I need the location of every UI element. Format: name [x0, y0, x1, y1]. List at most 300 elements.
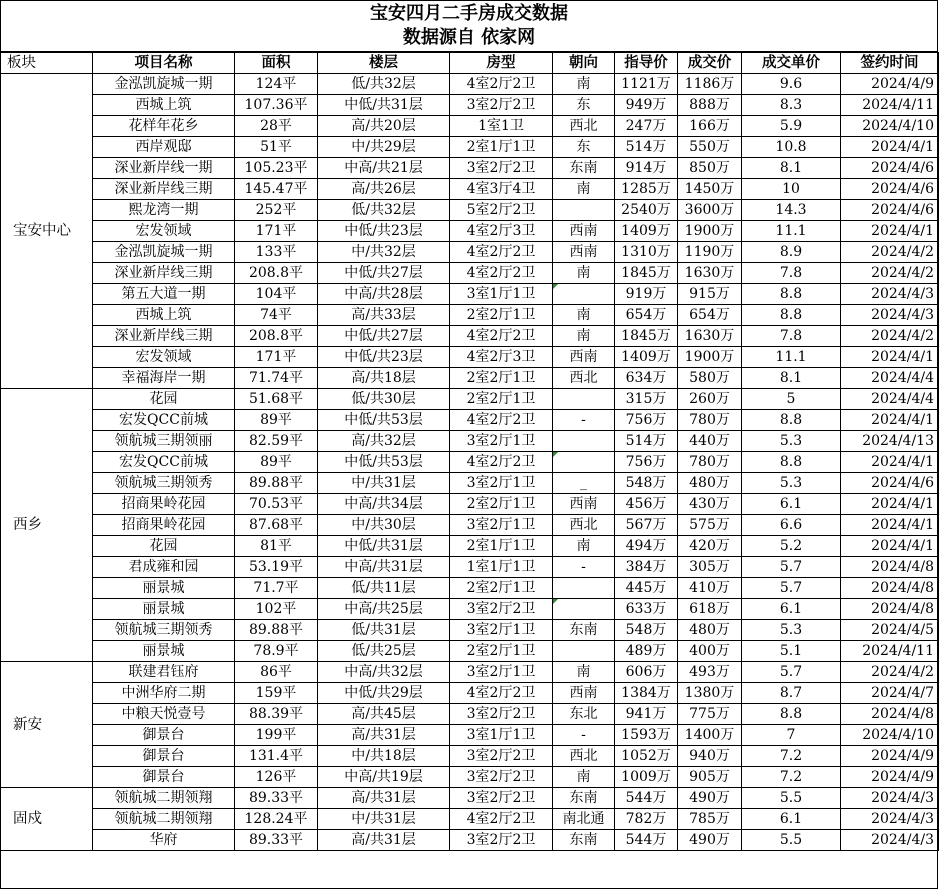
- orientation-cell[interactable]: 西南: [553, 683, 615, 704]
- sign-date-cell[interactable]: 2024/4/4: [841, 389, 939, 410]
- sign-date-cell[interactable]: 2024/4/11: [841, 95, 939, 116]
- layout-cell[interactable]: 3室2厅2卫: [450, 830, 553, 851]
- area-cell[interactable]: 89.33平: [235, 788, 318, 809]
- project-name-cell[interactable]: 领航城二期领翔: [93, 809, 235, 830]
- floor-cell[interactable]: 中高/共25层: [318, 599, 450, 620]
- project-name-cell[interactable]: 深业新岸线三期: [93, 179, 235, 200]
- unit-price-cell[interactable]: 8.1: [742, 158, 841, 179]
- guide-price-cell[interactable]: 514万: [615, 137, 678, 158]
- deal-price-cell[interactable]: 1190万: [678, 242, 742, 263]
- deal-price-cell[interactable]: 490万: [678, 788, 742, 809]
- floor-cell[interactable]: 中/共31层: [318, 473, 450, 494]
- unit-price-cell[interactable]: 8.8: [742, 452, 841, 473]
- sign-date-cell[interactable]: 2024/4/1: [841, 515, 939, 536]
- table-row[interactable]: [1, 368, 939, 389]
- table-row[interactable]: [1, 683, 939, 704]
- floor-cell[interactable]: 中/共31层: [318, 809, 450, 830]
- area-cell[interactable]: 82.59平: [235, 431, 318, 452]
- layout-cell[interactable]: 3室1厅1卫: [450, 725, 553, 746]
- orientation-cell[interactable]: 西北: [553, 515, 615, 536]
- area-cell[interactable]: 78.9平: [235, 641, 318, 662]
- table-row[interactable]: [1, 284, 939, 305]
- table-row[interactable]: [1, 95, 939, 116]
- area-cell[interactable]: 89.33平: [235, 830, 318, 851]
- sign-date-cell[interactable]: 2024/4/6: [841, 179, 939, 200]
- guide-price-cell[interactable]: 1845万: [615, 326, 678, 347]
- guide-price-cell[interactable]: 1310万: [615, 242, 678, 263]
- unit-price-cell[interactable]: 5.7: [742, 662, 841, 683]
- layout-cell[interactable]: 2室2厅1卫: [450, 389, 553, 410]
- orientation-cell[interactable]: 东: [553, 95, 615, 116]
- floor-cell[interactable]: 中/共29层: [318, 137, 450, 158]
- header-unit-price[interactable]: 成交单价: [742, 53, 841, 74]
- project-name-cell[interactable]: 金泓凯旋城一期: [93, 242, 235, 263]
- floor-cell[interactable]: 中低/共53层: [318, 452, 450, 473]
- table-row[interactable]: [1, 515, 939, 536]
- table-row[interactable]: [1, 347, 939, 368]
- guide-price-cell[interactable]: 756万: [615, 410, 678, 431]
- area-cell[interactable]: 105.23平: [235, 158, 318, 179]
- floor-cell[interactable]: 高/共26层: [318, 179, 450, 200]
- floor-cell[interactable]: 低/共11层: [318, 578, 450, 599]
- deal-price-cell[interactable]: 410万: [678, 578, 742, 599]
- layout-cell[interactable]: 4室2厅2卫: [450, 326, 553, 347]
- sign-date-cell[interactable]: 2024/4/11: [841, 641, 939, 662]
- unit-price-cell[interactable]: 5.3: [742, 473, 841, 494]
- area-cell[interactable]: 81平: [235, 536, 318, 557]
- district-cell[interactable]: 固戍: [1, 788, 93, 851]
- guide-price-cell[interactable]: 494万: [615, 536, 678, 557]
- floor-cell[interactable]: 中高/共21层: [318, 158, 450, 179]
- district-cell[interactable]: 宝安中心: [1, 74, 93, 389]
- header-layout[interactable]: 房型: [450, 53, 553, 74]
- deal-price-cell[interactable]: 654万: [678, 305, 742, 326]
- area-cell[interactable]: 89.88平: [235, 620, 318, 641]
- layout-cell[interactable]: 2室2厅1卫: [450, 494, 553, 515]
- area-cell[interactable]: 159平: [235, 683, 318, 704]
- floor-cell[interactable]: 中/共18层: [318, 746, 450, 767]
- sign-date-cell[interactable]: 2024/4/3: [841, 284, 939, 305]
- unit-price-cell[interactable]: 11.1: [742, 347, 841, 368]
- project-name-cell[interactable]: 花样年花乡: [93, 116, 235, 137]
- deal-price-cell[interactable]: 780万: [678, 452, 742, 473]
- orientation-cell[interactable]: [553, 599, 615, 620]
- table-row[interactable]: [1, 452, 939, 473]
- floor-cell[interactable]: 高/共18层: [318, 368, 450, 389]
- layout-cell[interactable]: 3室2厅1卫: [450, 473, 553, 494]
- table-row[interactable]: [1, 704, 939, 725]
- area-cell[interactable]: 87.68平: [235, 515, 318, 536]
- unit-price-cell[interactable]: 5.1: [742, 641, 841, 662]
- table-row[interactable]: [1, 74, 939, 95]
- deal-price-cell[interactable]: 1380万: [678, 683, 742, 704]
- table-row[interactable]: [1, 431, 939, 452]
- sign-date-cell[interactable]: 2024/4/4: [841, 368, 939, 389]
- unit-price-cell[interactable]: 6.1: [742, 599, 841, 620]
- table-row[interactable]: [1, 158, 939, 179]
- unit-price-cell[interactable]: 8.9: [742, 242, 841, 263]
- header-orientation[interactable]: 朝向: [553, 53, 615, 74]
- unit-price-cell[interactable]: 5: [742, 389, 841, 410]
- unit-price-cell[interactable]: 8.8: [742, 410, 841, 431]
- area-cell[interactable]: 89平: [235, 410, 318, 431]
- orientation-cell[interactable]: [553, 389, 615, 410]
- sign-date-cell[interactable]: 2024/4/8: [841, 557, 939, 578]
- deal-price-cell[interactable]: 550万: [678, 137, 742, 158]
- layout-cell[interactable]: 3室2厅2卫: [450, 704, 553, 725]
- project-name-cell[interactable]: 御景台: [93, 746, 235, 767]
- deal-price-cell[interactable]: 430万: [678, 494, 742, 515]
- layout-cell[interactable]: 3室2厅2卫: [450, 158, 553, 179]
- table-row[interactable]: [1, 788, 939, 809]
- deal-price-cell[interactable]: 1900万: [678, 347, 742, 368]
- layout-cell[interactable]: 3室1厅1卫: [450, 284, 553, 305]
- floor-cell[interactable]: 中低/共53层: [318, 410, 450, 431]
- sign-date-cell[interactable]: 2024/4/9: [841, 767, 939, 788]
- table-row[interactable]: [1, 326, 939, 347]
- header-guide-price[interactable]: 指导价: [615, 53, 678, 74]
- layout-cell[interactable]: 3室2厅1卫: [450, 620, 553, 641]
- layout-cell[interactable]: 2室2厅1卫: [450, 641, 553, 662]
- deal-price-cell[interactable]: 166万: [678, 116, 742, 137]
- project-name-cell[interactable]: 宏发领域: [93, 347, 235, 368]
- unit-price-cell[interactable]: 7: [742, 725, 841, 746]
- project-name-cell[interactable]: 招商果岭花园: [93, 494, 235, 515]
- unit-price-cell[interactable]: 9.6: [742, 74, 841, 95]
- guide-price-cell[interactable]: 1052万: [615, 746, 678, 767]
- project-name-cell[interactable]: 深业新岸线三期: [93, 326, 235, 347]
- project-name-cell[interactable]: 花园: [93, 389, 235, 410]
- area-cell[interactable]: 86平: [235, 662, 318, 683]
- floor-cell[interactable]: 中低/共23层: [318, 347, 450, 368]
- sign-date-cell[interactable]: 2024/4/5: [841, 620, 939, 641]
- deal-price-cell[interactable]: 785万: [678, 809, 742, 830]
- project-name-cell[interactable]: 御景台: [93, 725, 235, 746]
- sign-date-cell[interactable]: 2024/4/2: [841, 662, 939, 683]
- floor-cell[interactable]: 低/共30层: [318, 389, 450, 410]
- orientation-cell[interactable]: [553, 641, 615, 662]
- orientation-cell[interactable]: -: [553, 725, 615, 746]
- floor-cell[interactable]: 中低/共27层: [318, 263, 450, 284]
- unit-price-cell[interactable]: 5.5: [742, 788, 841, 809]
- deal-price-cell[interactable]: 888万: [678, 95, 742, 116]
- orientation-cell[interactable]: [553, 431, 615, 452]
- guide-price-cell[interactable]: 2540万: [615, 200, 678, 221]
- project-name-cell[interactable]: 深业新岸线三期: [93, 263, 235, 284]
- orientation-cell[interactable]: 东北: [553, 704, 615, 725]
- sign-date-cell[interactable]: 2024/4/6: [841, 200, 939, 221]
- floor-cell[interactable]: 中高/共32层: [318, 662, 450, 683]
- layout-cell[interactable]: 4室2厅2卫: [450, 809, 553, 830]
- project-name-cell[interactable]: 金泓凯旋城一期: [93, 74, 235, 95]
- sign-date-cell[interactable]: 2024/4/3: [841, 305, 939, 326]
- floor-cell[interactable]: 高/共31层: [318, 830, 450, 851]
- table-row[interactable]: [1, 410, 939, 431]
- deal-price-cell[interactable]: 580万: [678, 368, 742, 389]
- sign-date-cell[interactable]: 2024/4/1: [841, 410, 939, 431]
- unit-price-cell[interactable]: 7.2: [742, 767, 841, 788]
- area-cell[interactable]: 208.8平: [235, 326, 318, 347]
- table-row[interactable]: [1, 116, 939, 137]
- district-cell[interactable]: 西乡: [1, 389, 93, 662]
- area-cell[interactable]: 131.4平: [235, 746, 318, 767]
- table-row[interactable]: [1, 389, 939, 410]
- guide-price-cell[interactable]: 633万: [615, 599, 678, 620]
- area-cell[interactable]: 74平: [235, 305, 318, 326]
- unit-price-cell[interactable]: 14.3: [742, 200, 841, 221]
- orientation-cell[interactable]: [553, 284, 615, 305]
- layout-cell[interactable]: 2室1厅1卫: [450, 137, 553, 158]
- deal-price-cell[interactable]: 850万: [678, 158, 742, 179]
- guide-price-cell[interactable]: 1409万: [615, 347, 678, 368]
- header-district[interactable]: 板块: [1, 53, 93, 74]
- deal-price-cell[interactable]: 780万: [678, 410, 742, 431]
- area-cell[interactable]: 171平: [235, 221, 318, 242]
- floor-cell[interactable]: 中高/共31层: [318, 557, 450, 578]
- project-name-cell[interactable]: 联建君钰府: [93, 662, 235, 683]
- layout-cell[interactable]: 2室2厅1卫: [450, 305, 553, 326]
- table-row[interactable]: [1, 263, 939, 284]
- sign-date-cell[interactable]: 2024/4/10: [841, 725, 939, 746]
- header-sign-date[interactable]: 签约时间: [841, 53, 939, 74]
- unit-price-cell[interactable]: 6.1: [742, 494, 841, 515]
- orientation-cell[interactable]: 东南: [553, 788, 615, 809]
- table-row[interactable]: [1, 620, 939, 641]
- layout-cell[interactable]: 3室2厅1卫: [450, 662, 553, 683]
- sign-date-cell[interactable]: 2024/4/13: [841, 431, 939, 452]
- area-cell[interactable]: 104平: [235, 284, 318, 305]
- unit-price-cell[interactable]: 8.1: [742, 368, 841, 389]
- floor-cell[interactable]: 高/共31层: [318, 725, 450, 746]
- table-row[interactable]: [1, 767, 939, 788]
- orientation-cell[interactable]: [553, 578, 615, 599]
- deal-price-cell[interactable]: 618万: [678, 599, 742, 620]
- sign-date-cell[interactable]: 2024/4/10: [841, 116, 939, 137]
- orientation-cell[interactable]: 西南: [553, 347, 615, 368]
- deal-price-cell[interactable]: 480万: [678, 473, 742, 494]
- project-name-cell[interactable]: 华府: [93, 830, 235, 851]
- unit-price-cell[interactable]: 6.6: [742, 515, 841, 536]
- project-name-cell[interactable]: 幸福海岸一期: [93, 368, 235, 389]
- header-floor[interactable]: 楼层: [318, 53, 450, 74]
- floor-cell[interactable]: 低/共25层: [318, 641, 450, 662]
- floor-cell[interactable]: 低/共32层: [318, 74, 450, 95]
- project-name-cell[interactable]: 中洲华府二期: [93, 683, 235, 704]
- sign-date-cell[interactable]: 2024/4/1: [841, 536, 939, 557]
- sign-date-cell[interactable]: 2024/4/6: [841, 158, 939, 179]
- guide-price-cell[interactable]: 654万: [615, 305, 678, 326]
- orientation-cell[interactable]: 南: [553, 74, 615, 95]
- area-cell[interactable]: 133平: [235, 242, 318, 263]
- floor-cell[interactable]: 中高/共28层: [318, 284, 450, 305]
- header-project[interactable]: 项目名称: [93, 53, 235, 74]
- unit-price-cell[interactable]: 5.7: [742, 578, 841, 599]
- orientation-cell[interactable]: 南: [553, 305, 615, 326]
- orientation-cell[interactable]: -: [553, 557, 615, 578]
- layout-cell[interactable]: 3室2厅1卫: [450, 515, 553, 536]
- sign-date-cell[interactable]: 2024/4/7: [841, 683, 939, 704]
- floor-cell[interactable]: 中高/共34层: [318, 494, 450, 515]
- table-row[interactable]: [1, 305, 939, 326]
- layout-cell[interactable]: 1室1厅1卫: [450, 557, 553, 578]
- guide-price-cell[interactable]: 1009万: [615, 767, 678, 788]
- deal-price-cell[interactable]: 575万: [678, 515, 742, 536]
- guide-price-cell[interactable]: 634万: [615, 368, 678, 389]
- floor-cell[interactable]: 高/共45层: [318, 704, 450, 725]
- layout-cell[interactable]: 4室2厅2卫: [450, 263, 553, 284]
- guide-price-cell[interactable]: 315万: [615, 389, 678, 410]
- area-cell[interactable]: 71.74平: [235, 368, 318, 389]
- orientation-cell[interactable]: 西北: [553, 746, 615, 767]
- table-row[interactable]: [1, 809, 939, 830]
- table-row[interactable]: [1, 473, 939, 494]
- unit-price-cell[interactable]: 8.8: [742, 704, 841, 725]
- area-cell[interactable]: 252平: [235, 200, 318, 221]
- layout-cell[interactable]: 3室2厅1卫: [450, 431, 553, 452]
- sign-date-cell[interactable]: 2024/4/1: [841, 347, 939, 368]
- project-name-cell[interactable]: 领航城三期领秀: [93, 620, 235, 641]
- layout-cell[interactable]: 4室3厅4卫: [450, 179, 553, 200]
- area-cell[interactable]: 51.68平: [235, 389, 318, 410]
- table-row[interactable]: [1, 494, 939, 515]
- sign-date-cell[interactable]: 2024/4/6: [841, 473, 939, 494]
- project-name-cell[interactable]: 领航城三期领丽: [93, 431, 235, 452]
- sign-date-cell[interactable]: 2024/4/8: [841, 599, 939, 620]
- project-name-cell[interactable]: 花园: [93, 536, 235, 557]
- sign-date-cell[interactable]: 2024/4/3: [841, 788, 939, 809]
- orientation-cell[interactable]: 东南: [553, 158, 615, 179]
- area-cell[interactable]: 89平: [235, 452, 318, 473]
- floor-cell[interactable]: 低/共32层: [318, 200, 450, 221]
- layout-cell[interactable]: 4室2厅2卫: [450, 74, 553, 95]
- table-row[interactable]: [1, 746, 939, 767]
- table-row[interactable]: [1, 200, 939, 221]
- project-name-cell[interactable]: 宏发QCC前城: [93, 410, 235, 431]
- unit-price-cell[interactable]: 5.3: [742, 431, 841, 452]
- deal-price-cell[interactable]: 1630万: [678, 326, 742, 347]
- area-cell[interactable]: 89.88平: [235, 473, 318, 494]
- guide-price-cell[interactable]: 544万: [615, 788, 678, 809]
- deal-price-cell[interactable]: 490万: [678, 830, 742, 851]
- sign-date-cell[interactable]: 2024/4/1: [841, 137, 939, 158]
- orientation-cell[interactable]: 东: [553, 137, 615, 158]
- floor-cell[interactable]: 中低/共27层: [318, 326, 450, 347]
- deal-price-cell[interactable]: 940万: [678, 746, 742, 767]
- orientation-cell[interactable]: [553, 200, 615, 221]
- deal-price-cell[interactable]: 3600万: [678, 200, 742, 221]
- layout-cell[interactable]: 3室2厅2卫: [450, 767, 553, 788]
- table-row[interactable]: [1, 725, 939, 746]
- orientation-cell[interactable]: 南: [553, 662, 615, 683]
- deal-price-cell[interactable]: 1630万: [678, 263, 742, 284]
- layout-cell[interactable]: 2室2厅1卫: [450, 368, 553, 389]
- deal-price-cell[interactable]: 1900万: [678, 221, 742, 242]
- floor-cell[interactable]: 中低/共29层: [318, 683, 450, 704]
- guide-price-cell[interactable]: 384万: [615, 557, 678, 578]
- sign-date-cell[interactable]: 2024/4/1: [841, 494, 939, 515]
- deal-price-cell[interactable]: 915万: [678, 284, 742, 305]
- guide-price-cell[interactable]: 1593万: [615, 725, 678, 746]
- table-row[interactable]: [1, 536, 939, 557]
- deal-price-cell[interactable]: 400万: [678, 641, 742, 662]
- floor-cell[interactable]: 中/共30层: [318, 515, 450, 536]
- table-row[interactable]: [1, 221, 939, 242]
- orientation-cell[interactable]: 南北通: [553, 809, 615, 830]
- area-cell[interactable]: 128.24平: [235, 809, 318, 830]
- project-name-cell[interactable]: 宏发QCC前城: [93, 452, 235, 473]
- deal-price-cell[interactable]: 775万: [678, 704, 742, 725]
- floor-cell[interactable]: 高/共32层: [318, 431, 450, 452]
- area-cell[interactable]: 126平: [235, 767, 318, 788]
- guide-price-cell[interactable]: 782万: [615, 809, 678, 830]
- floor-cell[interactable]: 高/共31层: [318, 788, 450, 809]
- orientation-cell[interactable]: 南: [553, 767, 615, 788]
- orientation-cell[interactable]: 南: [553, 326, 615, 347]
- layout-cell[interactable]: 3室2厅2卫: [450, 95, 553, 116]
- area-cell[interactable]: 102平: [235, 599, 318, 620]
- header-area[interactable]: 面积: [235, 53, 318, 74]
- layout-cell[interactable]: 2室1厅1卫: [450, 536, 553, 557]
- table-row[interactable]: [1, 242, 939, 263]
- project-name-cell[interactable]: 西城上筑: [93, 305, 235, 326]
- area-cell[interactable]: 208.8平: [235, 263, 318, 284]
- project-name-cell[interactable]: 君成雍和园: [93, 557, 235, 578]
- layout-cell[interactable]: 4室2厅2卫: [450, 242, 553, 263]
- table-row[interactable]: [1, 641, 939, 662]
- sign-date-cell[interactable]: 2024/4/9: [841, 746, 939, 767]
- table-row[interactable]: [1, 599, 939, 620]
- orientation-cell[interactable]: 南: [553, 179, 615, 200]
- guide-price-cell[interactable]: 949万: [615, 95, 678, 116]
- area-cell[interactable]: 145.47平: [235, 179, 318, 200]
- unit-price-cell[interactable]: 7.8: [742, 326, 841, 347]
- project-name-cell[interactable]: 宏发领域: [93, 221, 235, 242]
- area-cell[interactable]: 28平: [235, 116, 318, 137]
- unit-price-cell[interactable]: 8.3: [742, 95, 841, 116]
- area-cell[interactable]: 171平: [235, 347, 318, 368]
- unit-price-cell[interactable]: 7.2: [742, 746, 841, 767]
- project-name-cell[interactable]: 丽景城: [93, 578, 235, 599]
- guide-price-cell[interactable]: 1845万: [615, 263, 678, 284]
- unit-price-cell[interactable]: 5.7: [742, 557, 841, 578]
- guide-price-cell[interactable]: 548万: [615, 620, 678, 641]
- project-name-cell[interactable]: 西岸观邸: [93, 137, 235, 158]
- area-cell[interactable]: 71.7平: [235, 578, 318, 599]
- layout-cell[interactable]: 4室2厅2卫: [450, 410, 553, 431]
- layout-cell[interactable]: 1室1卫: [450, 116, 553, 137]
- sign-date-cell[interactable]: 2024/4/8: [841, 704, 939, 725]
- sign-date-cell[interactable]: 2024/4/8: [841, 578, 939, 599]
- deal-price-cell[interactable]: 1450万: [678, 179, 742, 200]
- sign-date-cell[interactable]: 2024/4/1: [841, 452, 939, 473]
- sign-date-cell[interactable]: 2024/4/2: [841, 263, 939, 284]
- area-cell[interactable]: 107.36平: [235, 95, 318, 116]
- floor-cell[interactable]: 高/共33层: [318, 305, 450, 326]
- deal-price-cell[interactable]: 480万: [678, 620, 742, 641]
- orientation-cell[interactable]: 西南: [553, 221, 615, 242]
- guide-price-cell[interactable]: 756万: [615, 452, 678, 473]
- floor-cell[interactable]: 中低/共23层: [318, 221, 450, 242]
- table-row[interactable]: [1, 179, 939, 200]
- deal-price-cell[interactable]: 1186万: [678, 74, 742, 95]
- orientation-cell[interactable]: 西北: [553, 116, 615, 137]
- orientation-cell[interactable]: 东南: [553, 830, 615, 851]
- area-cell[interactable]: 124平: [235, 74, 318, 95]
- sign-date-cell[interactable]: 2024/4/1: [841, 221, 939, 242]
- deal-price-cell[interactable]: 260万: [678, 389, 742, 410]
- layout-cell[interactable]: 5室2厅2卫: [450, 200, 553, 221]
- guide-price-cell[interactable]: 941万: [615, 704, 678, 725]
